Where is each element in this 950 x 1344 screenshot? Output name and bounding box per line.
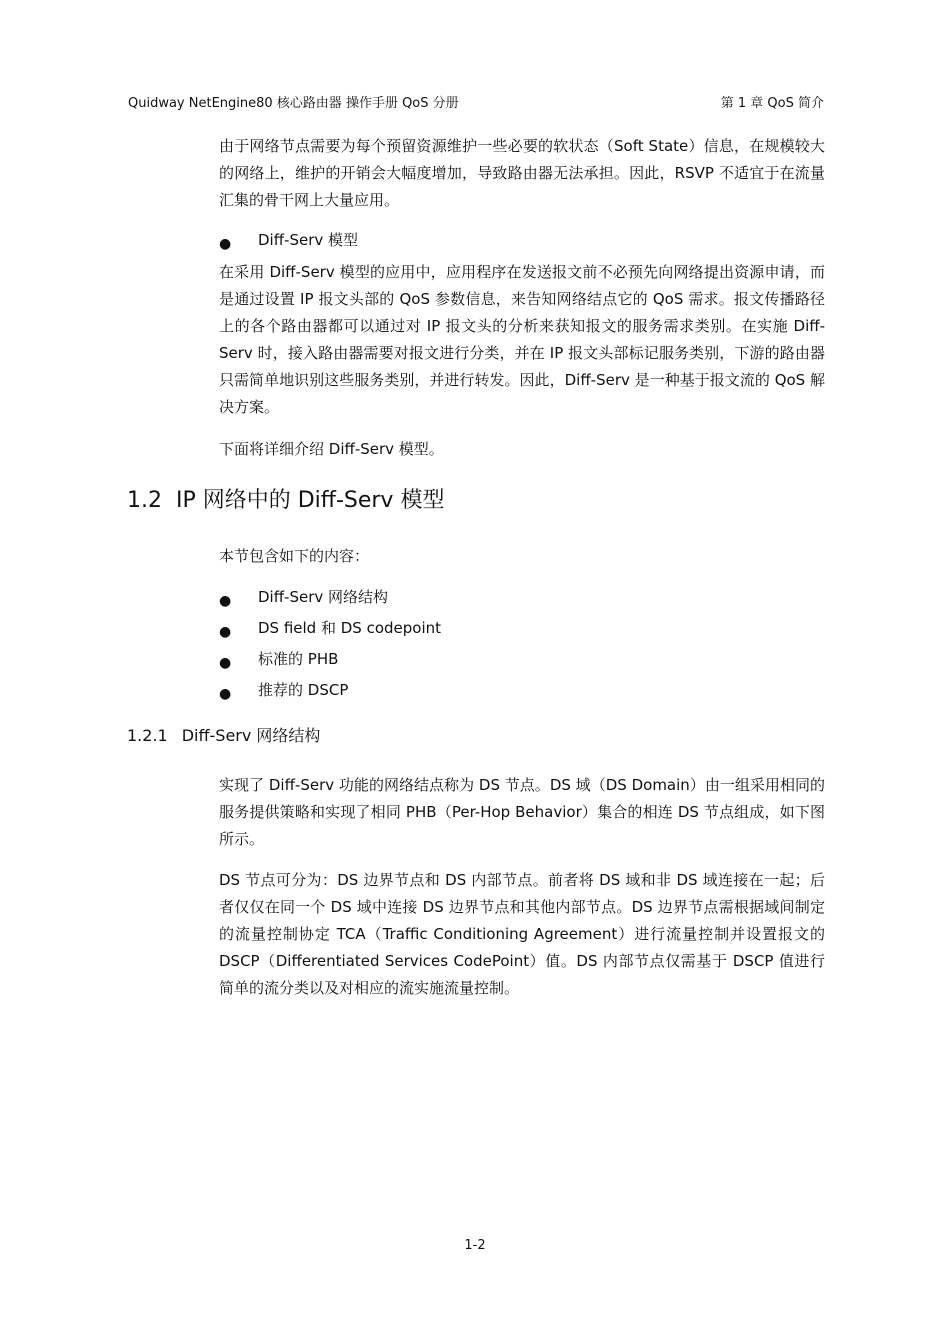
page-header — [128, 92, 824, 112]
bullet-dot-icon: ● — [219, 686, 232, 702]
subsection-title: Diff-Serv 网络结构 — [181, 726, 321, 745]
section-number: 1.2 — [127, 488, 162, 513]
subsection-number: 1.2.1 — [127, 726, 168, 745]
subsection-heading-1-2-1 — [127, 724, 320, 748]
toc-link[interactable]: 标准的 PHB — [258, 650, 339, 668]
toc-link[interactable]: Diff-Serv 网络结构 — [258, 588, 389, 606]
intro-next-paragraph: 下面将详细介绍 Diff-Serv 模型。 — [219, 440, 444, 458]
section-heading-1-2 — [127, 486, 444, 516]
page-number: 1-2 — [464, 1238, 486, 1253]
bullet-label: Diff-Serv 模型 — [258, 231, 359, 249]
toc-link[interactable]: 推荐的 DSCP — [258, 681, 349, 699]
bullet-dot-icon: ● — [219, 624, 232, 640]
header-chapter-title: 第 1 章 QoS 简介 — [720, 96, 824, 111]
section-contents-intro: 本节包含如下的内容： — [219, 547, 370, 565]
ds-nodes-paragraph: DS 节点可分为：DS 边界节点和 DS 内部节点。前者将 DS 域和非 DS 域连接在一起；后者仅仅在同一个 DS 域中连接 DS 边界节点和其他内部节点。DS 边界节点需根据域间制定的流量控制协定 TCA（Traffic Conditioning Agreement）进行流量控制并设置报文的 DSCP（Differentiated Services CodePoint）值。DS 内部节点仅需基于 DSCP 值进行简单的流分类以及对相应的流实施流量控制。 — [219, 871, 825, 997]
section-title: IP 网络中的 Diff-Serv 模型 — [176, 488, 445, 513]
bullet-dot-icon: ● — [219, 593, 232, 609]
bullet-dot-icon: ● — [219, 655, 232, 671]
intro-paragraph: 由于网络节点需要为每个预留资源维护一些必要的软状态（Soft State）信息，在规模较大的网络上，维护的开销会大幅度增加，导致路由器无法承担。因此，RSVP 不适宜于在流量汇集的骨干网上大量应用。 — [219, 137, 825, 209]
header-document-title: Quidway NetEngine80 核心路由器 操作手册 QoS 分册 — [128, 96, 459, 111]
ds-domain-paragraph: 实现了 Diff-Serv 功能的网络结点称为 DS 节点。DS 域（DS Domain）由一组采用相同的服务提供策略和实现了相同 PHB（Per-Hop Behavior）集合的相连 DS 节点组成，如下图所示。 — [219, 776, 825, 848]
diffserv-paragraph: 在采用 Diff-Serv 模型的应用中，应用程序在发送报文前不必预先向网络提出资源申请，而是通过设置 IP 报文头部的 QoS 参数信息，来告知网络结点它的 QoS 需求。报文传播路径上的各个路由器都可以通过对 IP 报文头的分析来获知报文的服务需求类别。在实施 Diff-Serv 时，接入路由器需要对报文进行分类，并在 IP 报文头部标记服务类别，下游的路由器只需简单地识别这些服务类别，并进行转发。因此，Diff-Serv 是一种基于报文流的 QoS 解决方案。 — [219, 263, 825, 416]
bullet-dot-icon: ● — [219, 236, 232, 252]
toc-link[interactable]: DS field 和 DS codepoint — [258, 619, 442, 637]
